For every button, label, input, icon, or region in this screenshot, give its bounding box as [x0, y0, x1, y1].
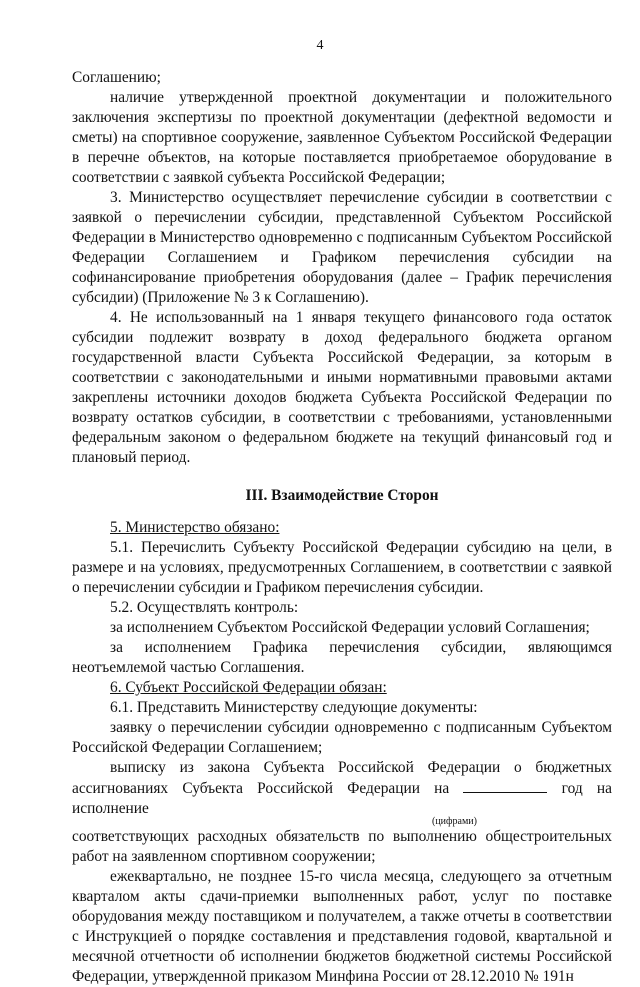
clause-6-1: 6.1. Представить Министерству следующие документы: [110, 699, 478, 716]
clause-5-2-item-1: за исполнением Субъектом Российской Федерации условий Соглашения; [110, 619, 590, 636]
clause-6-1-item-3: ежеквартально, не позднее 15-го числа месяца, следующего за отчетным кварталом акты сдачи-приемки выполненных работ, услуг по поставке оборудования между поставщиком и получателем, а также отчеты в соответствии с Инструкцией о порядке составления и представления годовой, квартальной и месячной отчетности об исполнении бюджетов бюджетной системы Российской Федерации, утвержденной приказом Минфина России от 28.12.2010 № 191н [72, 868, 612, 985]
clause-5-2-item-2: за исполнением Графика перечисления субсидии, являющимся неотъемлемой частью Соглашения. [72, 639, 612, 676]
clause-6-title-text: 6. Субъект Российской Федерации обязан: [110, 679, 387, 696]
clause-5-2: 5.2. Осуществлять контроль: [110, 599, 299, 616]
paragraph-4-unused-balance: 4. Не использованный на 1 января текущего финансового года остаток субсидии подлежит возврату в доход федерального бюджета органом государственной власти Субъекта Российской Федерации, за которым в соответствии с законодательными и иными нормативными правовыми актами закреплены источники доходов бюджета Субъекта Российской Федерации по возврату остатков субсидии, в соответствии с требованиями, установленными федеральным законом о федеральном бюджете на текущий финансовый год и плановый период. [72, 309, 612, 466]
clause-6-1-item-2-text-2: год на исполнение [72, 780, 612, 817]
clause-6-1-item-1: заявку о перечислении субсидии одновременно с подписанным Субъектом Российской Федерации Соглашением; [72, 719, 612, 756]
clause-6-1-item-2-text: выписку из закона Субъекта Российской Федерации о бюджетных ассигнованиях Субъекта Российской Федерации на [72, 759, 612, 797]
document-body [72, 68, 612, 987]
clause-6-1-item-2 [72, 758, 612, 819]
page-number: 4 [316, 38, 324, 53]
clause-5-title-text: 5. Министерство обязано: [110, 519, 280, 536]
paragraph-continuation: Соглашению; [72, 69, 161, 86]
blank-field-caption: (цифрами) [432, 816, 477, 827]
section-heading: III. Взаимодействие Сторон [245, 487, 439, 504]
clause-6-title [72, 678, 612, 698]
clause-6-1-item-2-continuation: соответствующих расходных обязательств по выполнению общестроительных работ на заявленном спортивном сооружении; [72, 828, 612, 865]
clause-5-1: 5.1. Перечислить Субъекту Российской Федерации субсидию на цели, в размере и на условиях, предусмотренных Соглашением, в соответствии с заявкой о перечислении субсидии и Графиком перечисления субсидии. [72, 539, 612, 596]
clause-5-title [72, 518, 612, 538]
paragraph-project-documentation: наличие утвержденной проектной документации и положительного заключения экспертизы по проектной документации (дефектной ведомости и сметы) на спортивное сооружение, заявленное Субъектом Российской Федерации в перечне объектов, на которые поставляется приобретаемое оборудование в соответствии с заявкой субъекта Российской Федерации; [72, 89, 612, 186]
paragraph-3-transfer: 3. Министерство осуществляет перечисление субсидии в соответствии с заявкой о перечислении субсидии, представленной Субъектом Российской Федерации в Министерство одновременно с подписанным Субъектом Российской Федерации Соглашением и Графиком перечисления субсидии на софинансирование приобретения оборудования (далее – График перечисления субсидии) (Приложение № 3 к Соглашению). [72, 189, 612, 306]
blank-year-field [463, 778, 547, 793]
